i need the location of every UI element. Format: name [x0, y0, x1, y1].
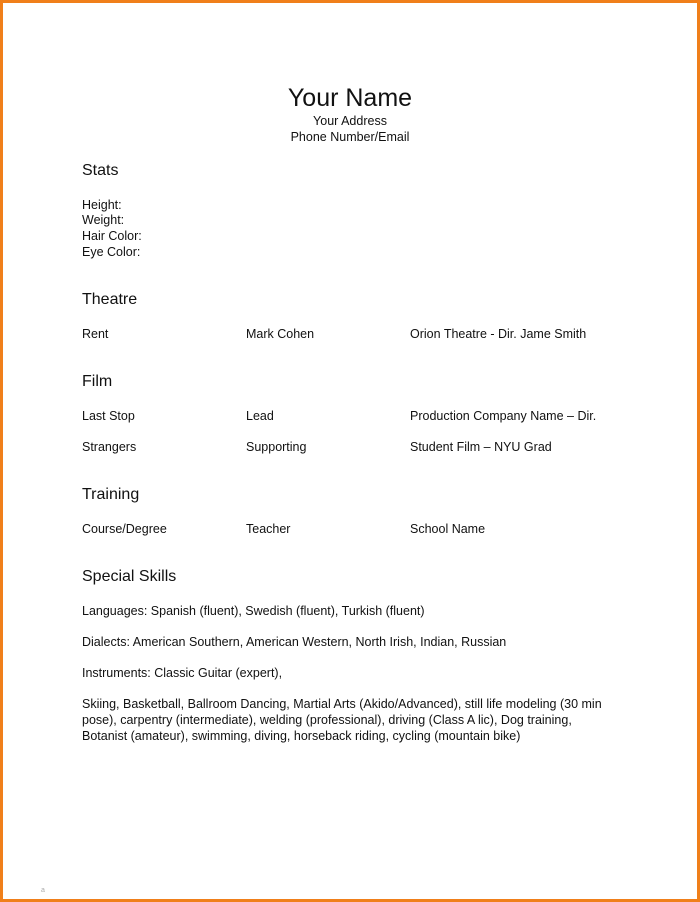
resume-name: Your Name [287, 84, 413, 112]
skills-instruments: Instruments: Classic Guitar (expert), [82, 666, 283, 680]
page-mark: a [41, 887, 45, 894]
film-role-1: Lead [246, 409, 274, 423]
training-teacher: Teacher [246, 522, 291, 536]
stat-height: Height: [82, 198, 122, 212]
theatre-role: Mark Cohen [246, 327, 315, 341]
phone-email-line: Phone Number/Email [290, 130, 410, 144]
film-company-1: Production Company Name – Dir. [410, 409, 597, 423]
training-school: School Name [410, 522, 486, 536]
skills-dialects: Dialects: American Southern, American Western, North Irish, Indian, Russian [82, 635, 507, 649]
skills-languages: Languages: Spanish (fluent), Swedish (fluent), Turkish (fluent) [82, 604, 425, 618]
theatre-production: Rent [82, 327, 109, 341]
section-title-stats: Stats [82, 162, 119, 179]
training-course: Course/Degree [82, 522, 167, 536]
skills-other: Skiing, Basketball, Ballroom Dancing, Martial Arts (Akido/Advanced), still life modeling (30 min pose), carpentry (intermediate), welding (professional), driving (Class A lic), Dog training, Botanist (amateur), swimming, diving, horseback riding, cycling (mountain bike) [82, 697, 602, 743]
stat-hair-color: Hair Color: [82, 229, 142, 243]
section-title-theatre: Theatre [82, 291, 138, 308]
section-title-film: Film [82, 373, 113, 390]
theatre-company: Orion Theatre - Dir. Jame Smith [410, 327, 587, 341]
section-title-special-skills: Special Skills [82, 568, 177, 585]
address-line: Your Address [313, 114, 387, 128]
section-title-training: Training [82, 486, 140, 503]
film-company-2: Student Film – NYU Grad [410, 440, 552, 454]
stat-weight: Weight: [82, 213, 125, 227]
film-title-2: Strangers [82, 440, 137, 454]
film-title-1: Last Stop [82, 409, 135, 423]
film-role-2: Supporting [246, 440, 307, 454]
stat-eye-color: Eye Color: [82, 245, 141, 259]
resume-header [3, 83, 697, 145]
